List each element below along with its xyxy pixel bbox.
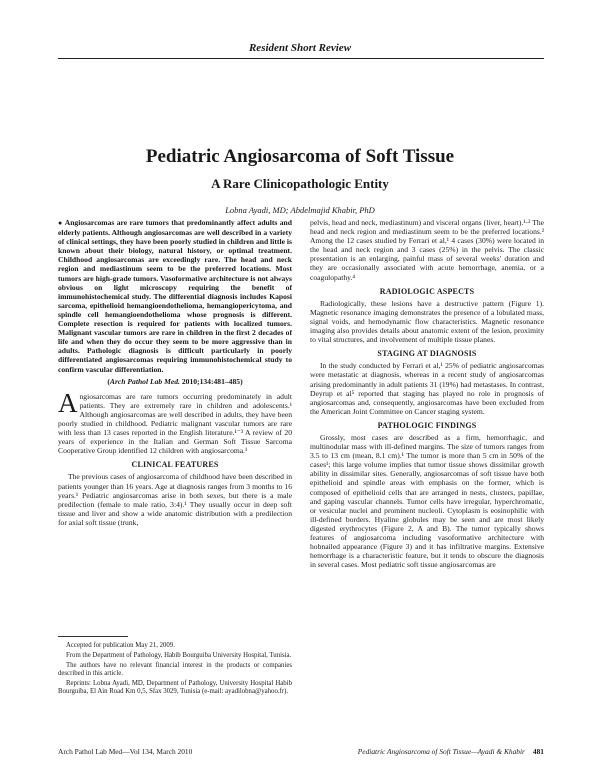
pathologic-text: Grossly, most cases are described as a firm, hemorrhagic, and multinodular mass with ill-defined margins. The size of tumors ranges from 3.5 to 13 cm (mean, 8.1 cm).¹ The tumor is more than 5 cm in 50% of the cases¹; this large volume implies that tumor tissue shows dissimilar growth ability in dissimilar sites. Generally, angiosarcomas of soft tissue have both epithelioid and spindle areas with emphasis on the former, which is composed of epithelioid cells that are arranged in nests, clusters, papillae, and gaping vascular channels. Tumor cells have irregular, hyperchromatic, or vesicular nuclei and prominent nucleoli. Cytoplasm is eosinophilic with ill-defined borders. Hyaline globules may be seen and are most likely digested erythrocytes (Figure 2, A and B). The tumor typically shows features of angiosarcoma including vasoformative architecture with hobnailed appearance (Figure 3) and it has infiltrative margins. Extensive hemorrhage is a characteristic feature, but it tends to obscure the diagnosis in several cases. Most pediatric soft tissue angiosarcomas are [310, 432, 544, 570]
right-column [310, 218, 544, 572]
article-title: Pediatric Angiosarcoma of Soft Tissue [145, 146, 455, 167]
radiologic-heading: RADIOLOGIC ASPECTS [379, 286, 475, 296]
clinical-text: The previous cases of angiosarcoma of childhood have been described in patients younger than 16 years. Age at diagnosis ranges from 3 months to 16 years.¹ Pediatric angiosarcomas arise in both sexes, but there is a male predilection (female to male ratio, 3:4).¹ They usually occur in deep soft tissue and liver and show a wide anatomic distribution with a predilection for axial soft tissue (trunk, [58, 472, 292, 527]
footer-running-title-text: Pediatric Angiosarcoma of Soft Tissue—Ayadi & Khabir [357, 747, 525, 756]
staging-heading: STAGING AT DIAGNOSIS [377, 349, 477, 359]
citation-journal: Arch Pathol Lab Med. [109, 376, 180, 386]
abstract [58, 218, 292, 374]
article-subtitle: A Rare Clinicopathologic Entity [211, 176, 389, 191]
intro-text: ngiosarcomas are rare tumors occurring predominately in adult patients. They are extremely rare in children and adolescents.¹ Although angiosarcomas are well described in adults, they have been poorly studied in childhood. Pediatric malignant vascular tumors are rare with less than 13 cases reported in the English literature.¹⁻³ A review of 20 years of experience in the Italian and German Soft Tissue Sarcoma Cooperative Group identified 12 children with angiosarcoma.¹ [58, 391, 292, 456]
section-label: Resident Short Review [248, 42, 352, 54]
header-rule [58, 58, 544, 59]
continuation-text: pelvis, head and neck, mediastinum) and visceral organs (liver, heart).¹·² The head and neck region and mediastinum seem to be the preferred locations.² Among the 12 cases studied by Ferrari et al,¹ 4 cases (30%) were located in the head and neck region and 3 cases (25%) in the pelvis. The classic presentation is an enlarging, painful mass of several weeks' duration and they are occasionally associated with acute hemorrhage, anemia, or a coagulopathy.⁴ [310, 218, 544, 282]
clinical-heading: CLINICAL FEATURES [131, 460, 219, 470]
intro-paragraph [58, 387, 292, 456]
footnote-reprints: Reprints: Lobna Ayadi, MD, Department of Pathology, University Hospital Habib Bourguiba, El Ain Road Km 0,5, Sfax 3029, Tunisia (e-mail: ayadilobna@yahoo.fr). [58, 680, 292, 695]
footnote-affiliation: From the Department of Pathology, Habib Bourguiba University Hospital, Tunisia. [66, 652, 292, 659]
footer-running-title [358, 747, 544, 756]
footnotes [58, 642, 292, 698]
article-authors: Lobna Ayadi, MD; Abdelmajid Khabir, PhD [225, 205, 375, 215]
footnote-rule [58, 636, 128, 637]
page-number: 481 [532, 747, 544, 756]
pathologic-heading: PATHOLOGIC FINDINGS [377, 420, 477, 430]
abstract-citation: (Arch Pathol Lab Med. 2010;134:481–485) [107, 376, 243, 386]
footnote-disclosure: The authors have no relevant financial interest in the products or companies described in this article. [58, 662, 292, 677]
abstract-text: Angiosarcomas are rare tumors that predominantly affect adults and elderly patients. Although angiosarcomas are well described in a variety of clinical settings, they have been poorly studied in children and little is known about their biology, natural history, or optimal treatment. Childhood angiosarcomas are exceedingly rare. The head and neck region and mediastinum seem to be the preferred locations. Most tumors are high-grade tumors. Vasoformative architecture is not always obvious on light microscopy requiring the benefit of immunohistochemical study. The differential diagnosis includes Kaposi sarcoma, epithelioid hemangioendothelioma, hemangiopericytoma, and spindle cell hemangioendothelioma whose prognosis is different. Complete resection is required for patients with localized tumors. Malignant vascular tumors are rare in children in the first 2 decades of life and when they do occur they seem to be more aggressive than in adults. Pathologic diagnosis is difficult particularly in poorly differentiated angiosarcomas requiring immunohistochemical study to confirm vascular differentiation. [58, 218, 292, 374]
footnote-accepted: Accepted for publication May 21, 2009. [66, 642, 175, 649]
footer-journal: Arch Pathol Lab Med—Vol 134, March 2010 [58, 747, 193, 756]
staging-text: In the study conducted by Ferrari et al,¹ 25% of pediatric angiosarcomas were metastatic at diagnosis, whereas in a recent study of angiosarcomas arising predominantly in adult patients 31 (19%) had metastases. In contrast, Deyrup et al⁵ reported that staging has played no role in prognosis of angiosarcomas and, consequently, angiosarcomas have been excluded from the American Joint Committee on Cancer staging system. [310, 361, 544, 416]
dropcap: A [58, 387, 78, 418]
radiologic-text: Radiologically, these lesions have a destructive pattern (Figure 1). Magnetic resonance imaging demonstrates the presence of a lobulated mass, signal voids, and hemodynamic flow characteristics. Magnetic resonance imaging also provides details about anatomic extent of the lesion, proximity to vital structures, and involvement of multiple tissue planes. [310, 298, 544, 345]
citation-ref: 2010;134:481–485) [181, 376, 243, 386]
left-column [58, 218, 292, 530]
bullet-icon: ● [58, 219, 63, 227]
